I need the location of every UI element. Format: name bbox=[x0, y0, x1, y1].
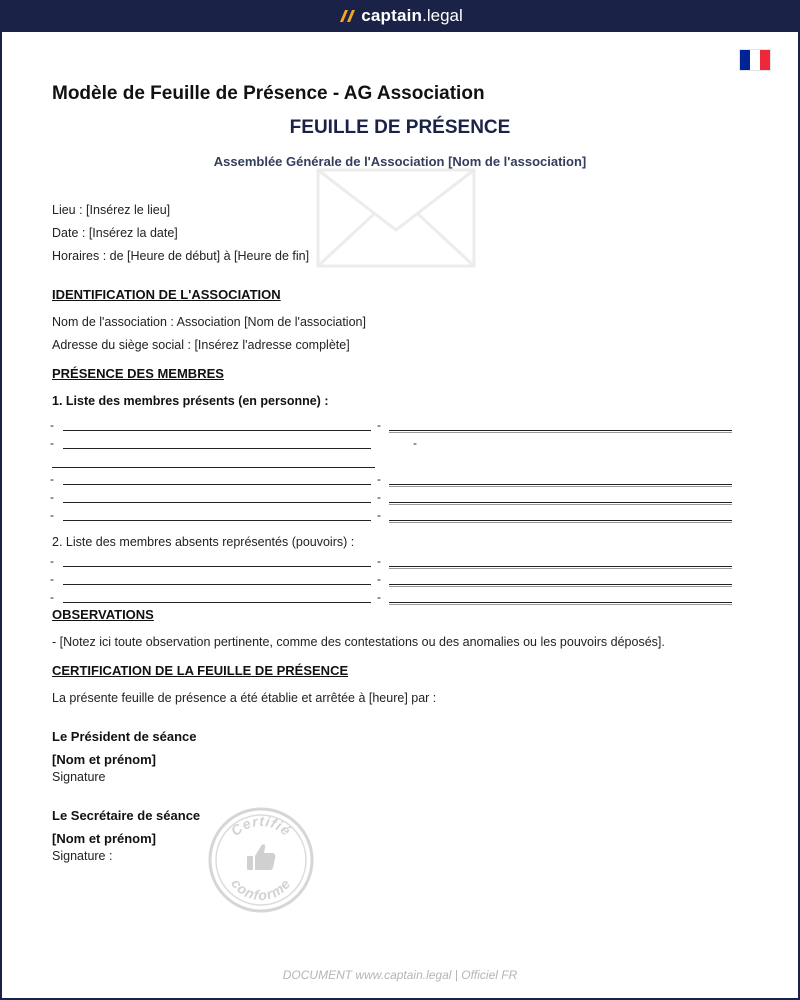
present-row: - - bbox=[50, 508, 740, 524]
meta-date: Date : [Insérez la date] bbox=[52, 226, 178, 240]
represented-row: - - bbox=[50, 554, 740, 570]
present-row: - - bbox=[50, 418, 740, 434]
brand-name: captain bbox=[361, 6, 423, 25]
represented-row: - - bbox=[50, 572, 740, 588]
top-bar bbox=[0, 0, 800, 32]
present-row: - - bbox=[50, 436, 417, 450]
secretaire-signature: Signature : bbox=[52, 849, 113, 863]
footer: DOCUMENT www.captain.legal | Officiel FR bbox=[282, 968, 518, 982]
certification-text: La présente feuille de présence a été établie et arrêtée à [heure] par : bbox=[52, 691, 437, 705]
brand-suffix: legal bbox=[426, 6, 463, 25]
president-title: Le Président de séance bbox=[52, 729, 197, 744]
svg-text:Certifié bbox=[228, 813, 295, 839]
secretaire-title: Le Secrétaire de séance bbox=[52, 808, 201, 823]
identification-heading: IDENTIFICATION DE L'ASSOCIATION bbox=[52, 287, 281, 302]
present-row: - - bbox=[50, 472, 740, 488]
presence-heading: PRÉSENCE DES MEMBRES bbox=[52, 366, 224, 381]
main-title: FEUILLE DE PRÉSENCE bbox=[289, 117, 511, 138]
present-row: - - bbox=[50, 490, 740, 506]
french-flag-icon[interactable] bbox=[740, 50, 770, 70]
envelope-watermark-icon bbox=[316, 168, 476, 268]
document-title: Modèle de Feuille de Présence - AG Association bbox=[52, 83, 485, 104]
stamp-top-text: Certifié bbox=[227, 812, 295, 840]
observations-text: - [Notez ici toute observation pertinente, comme des contestations ou des anomalies ou les pouvoirs déposés]. bbox=[52, 635, 665, 649]
represented-list-title: 2. Liste des membres absents représentés (pouvoirs) : bbox=[52, 535, 355, 549]
present-extra-line bbox=[52, 467, 375, 468]
stamp-bottom-text: conforme bbox=[228, 875, 294, 904]
captain-logo-icon bbox=[337, 9, 357, 23]
subtitle: Assemblée Générale de l'Association [Nom de l'association] bbox=[213, 154, 587, 169]
association-name: Nom de l'association : Association [Nom de l'association] bbox=[52, 315, 366, 329]
certification-heading: CERTIFICATION DE LA FEUILLE DE PRÉSENCE bbox=[52, 663, 349, 678]
association-address: Adresse du siège social : [Insérez l'adresse complète] bbox=[52, 338, 350, 352]
represented-row: - - bbox=[50, 590, 740, 606]
observations-heading: OBSERVATIONS bbox=[52, 607, 154, 622]
brand-dot: . bbox=[422, 6, 427, 25]
president-name: [Nom et prénom] bbox=[52, 752, 156, 767]
secretaire-name: [Nom et prénom] bbox=[52, 831, 156, 846]
brand-logo[interactable] bbox=[337, 6, 463, 26]
president-signature: Signature bbox=[52, 770, 106, 784]
meta-horaires: Horaires : de [Heure de début] à [Heure de fin] bbox=[52, 249, 310, 263]
present-list-title: 1. Liste des membres présents (en personne) : bbox=[52, 394, 329, 408]
certified-stamp-icon bbox=[207, 806, 315, 914]
meta-lieu: Lieu : [Insérez le lieu] bbox=[52, 203, 171, 217]
thumbs-up-icon bbox=[247, 844, 275, 870]
